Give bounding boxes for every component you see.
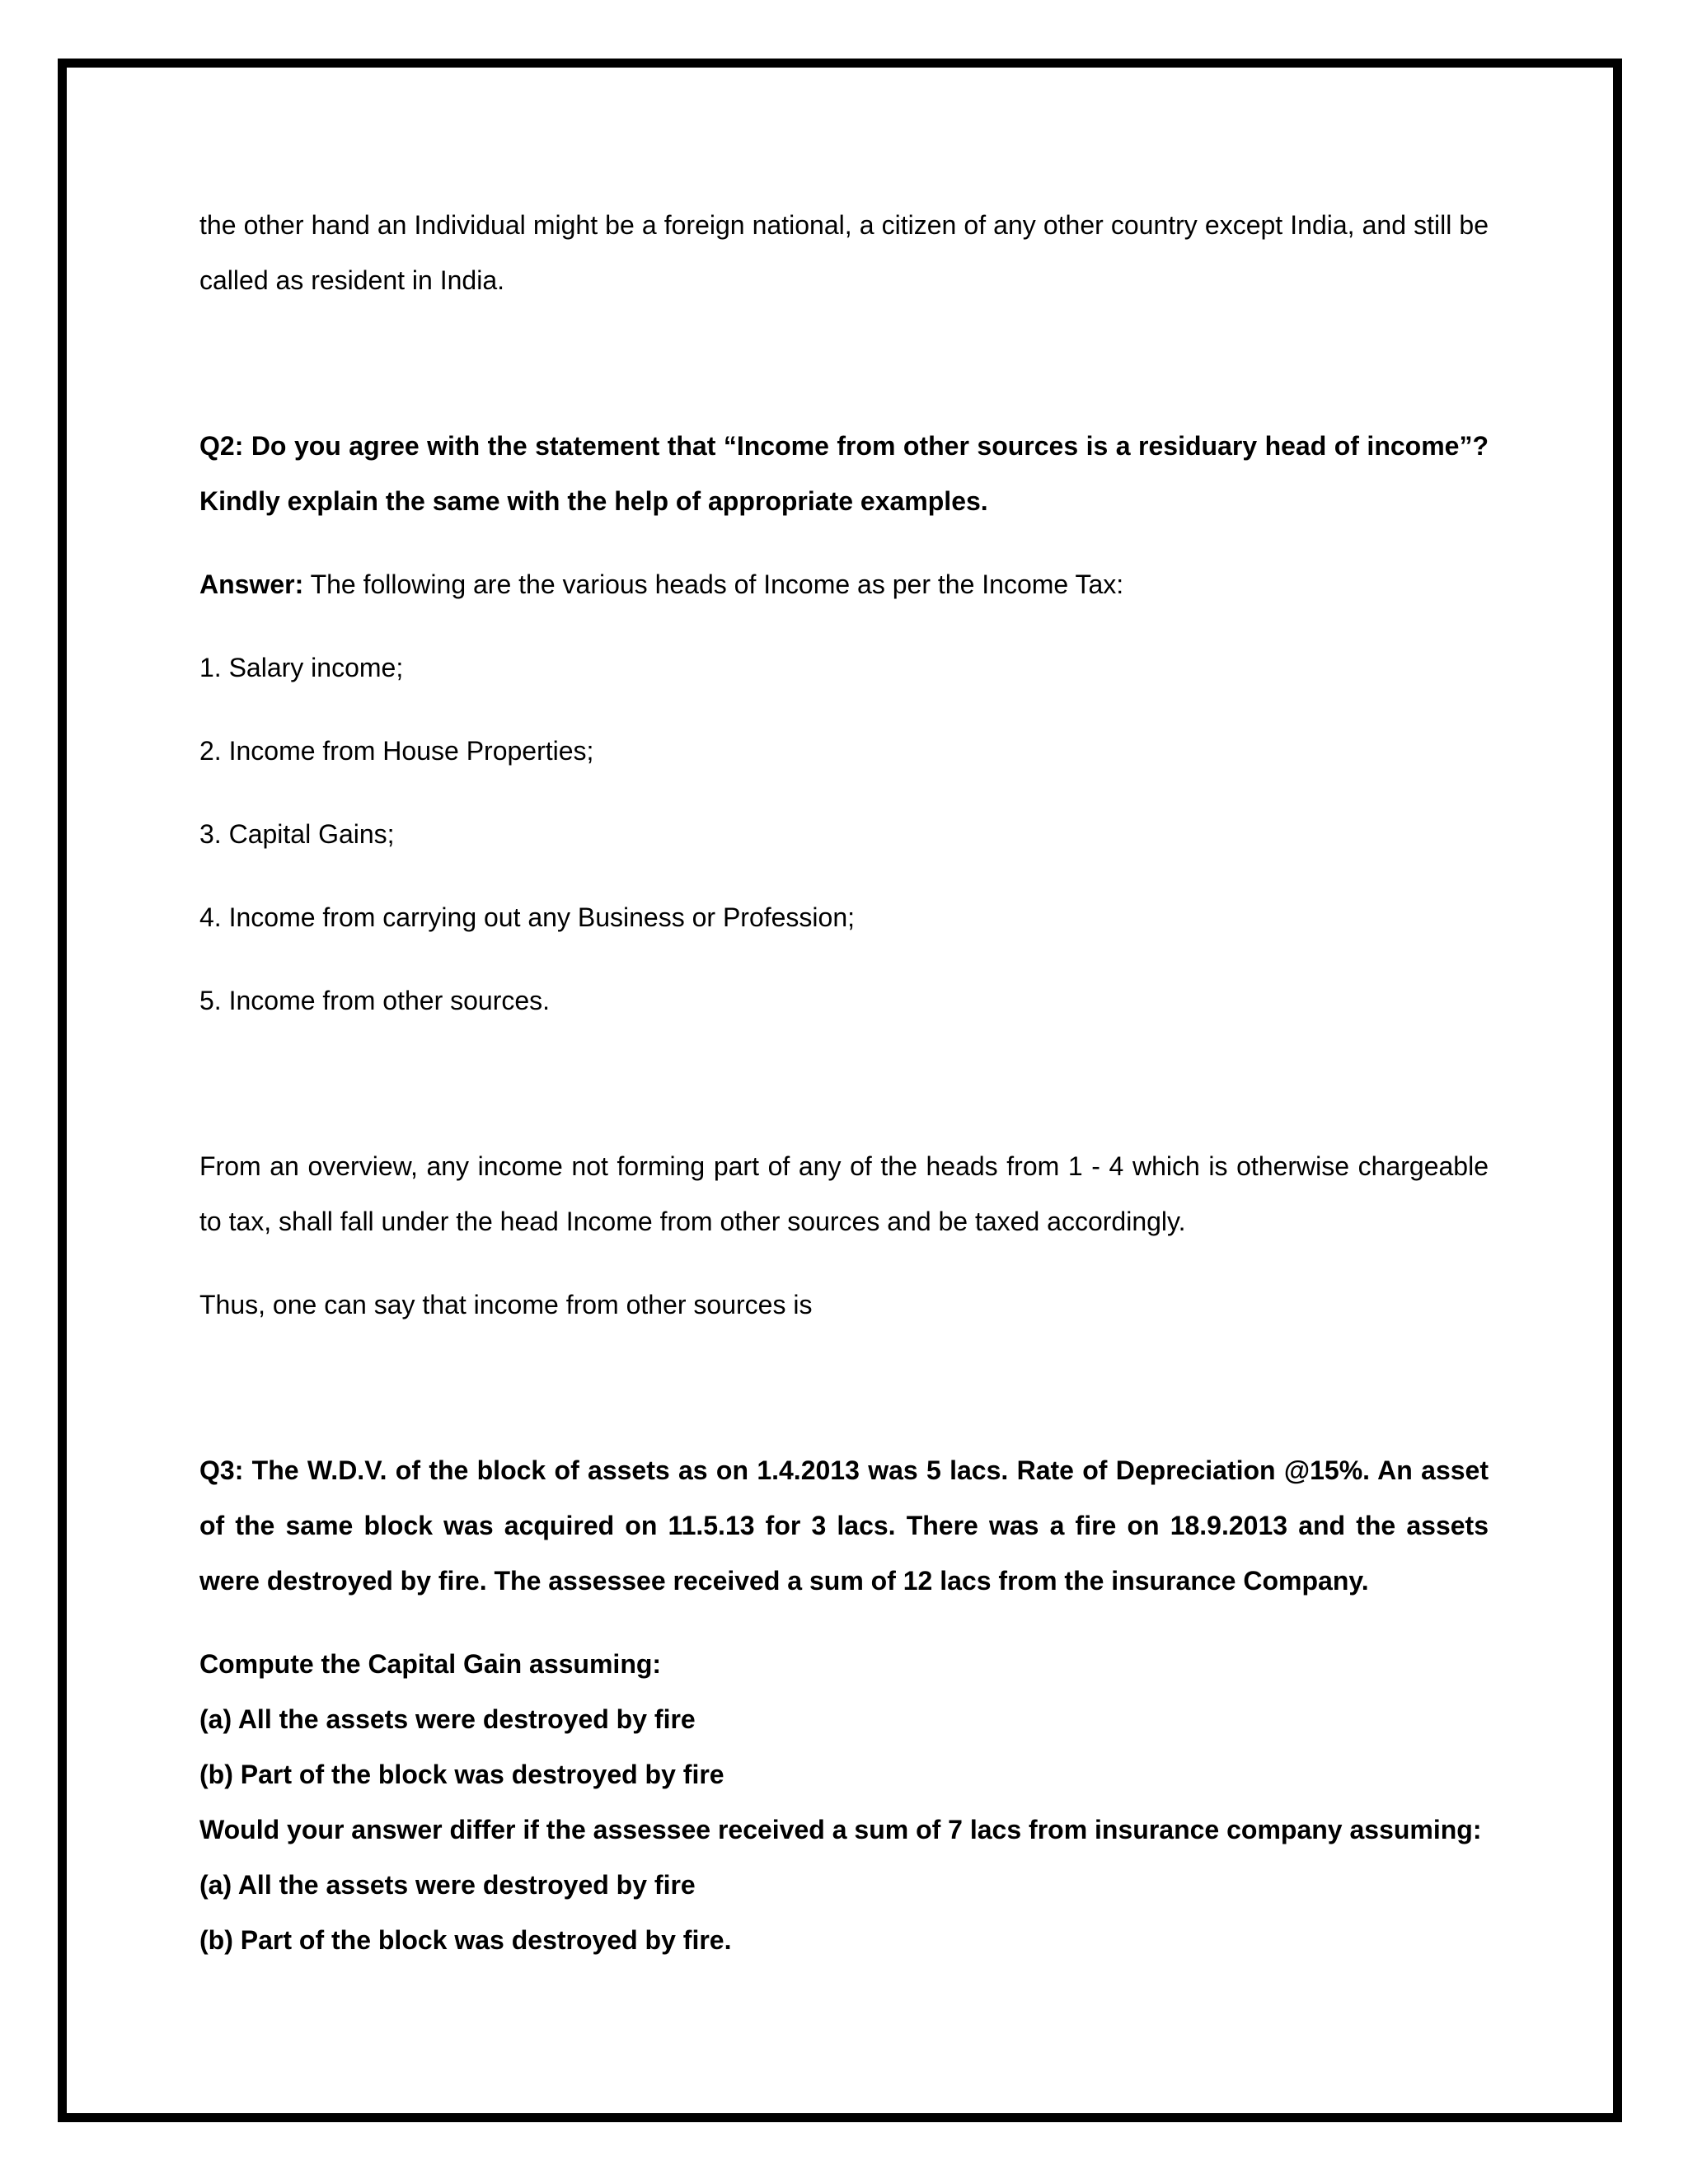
document-body bbox=[199, 198, 1489, 1968]
q3-sub-questions bbox=[199, 1637, 1489, 1968]
q3-line: (a) All the assets were destroyed by fire bbox=[199, 1870, 696, 1900]
overview-paragraph: From an overview, any income not forming part of any of the heads from 1 - 4 which is otherwise chargeable to tax, shall fall under the head Income from other sources and be taxed accordingly. bbox=[199, 1151, 1489, 1236]
intro-paragraph: the other hand an Individual might be a foreign national, a citizen of any other country except India, and still be called as resident in India. bbox=[199, 210, 1489, 295]
q3-line: Would your answer differ if the assessee received a sum of 7 lacs from insurance company assuming: bbox=[199, 1815, 1482, 1844]
q2-answer-intro bbox=[199, 557, 1489, 612]
list-item: 1. Salary income; bbox=[199, 653, 404, 682]
q3-question: Q3: The W.D.V. of the block of assets as on 1.4.2013 was 5 lacs. Rate of Depreciation @15%. An asset of the same block was acquired on 11.5.13 for 3 lacs. There was a fire on 18.9.2013 and the assets were destroyed by fire. The assessee received a sum of 12 lacs from the insurance Company. bbox=[199, 1455, 1489, 1596]
q3-line: (a) All the assets were destroyed by fire bbox=[199, 1704, 696, 1734]
answer-intro-text: The following are the various heads of Income as per the Income Tax: bbox=[303, 569, 1124, 599]
q2-question: Q2: Do you agree with the statement that “Income from other sources is a residuary head of income”? Kindly explain the same with the help of appropriate examples. bbox=[199, 431, 1489, 516]
q3-line: (b) Part of the block was destroyed by fire. bbox=[199, 1925, 732, 1955]
list-item: 3. Capital Gains; bbox=[199, 819, 395, 849]
q3-line: Compute the Capital Gain assuming: bbox=[199, 1649, 662, 1679]
list-item: 4. Income from carrying out any Business or Profession; bbox=[199, 902, 856, 932]
list-item: 5. Income from other sources. bbox=[199, 986, 551, 1015]
list-item: 2. Income from House Properties; bbox=[199, 736, 594, 766]
q3-line: (b) Part of the block was destroyed by fire bbox=[199, 1760, 724, 1789]
heads-list bbox=[199, 640, 1489, 1029]
conclusion-paragraph: Thus, one can say that income from other sources is bbox=[199, 1290, 813, 1319]
answer-label: Answer: bbox=[199, 569, 304, 599]
